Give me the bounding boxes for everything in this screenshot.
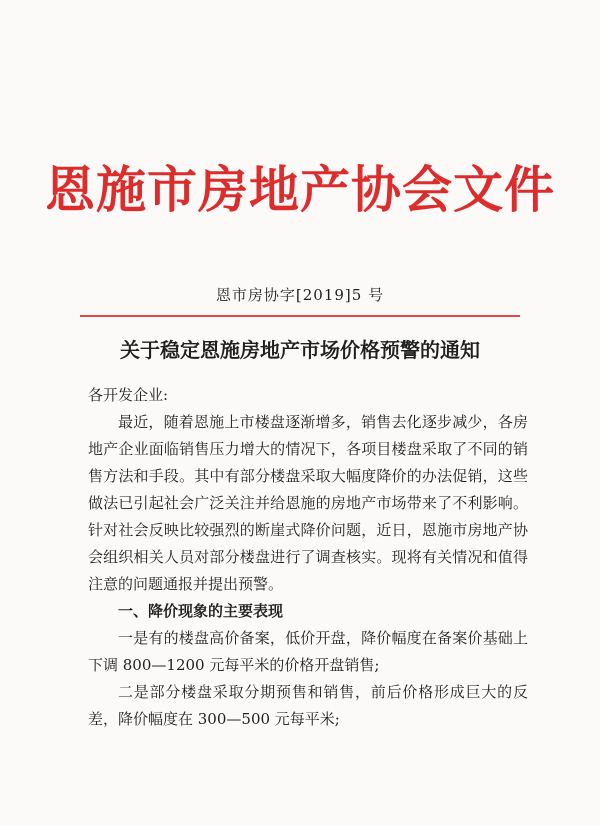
salutation: 各开发企业: xyxy=(88,386,169,404)
list-item: 二是部分楼盘采取分期预售和销售，前后价格形成巨大的反差，降价幅度在 300—500 元每平米; xyxy=(88,683,528,728)
notice-title: 关于稳定恩施房地产市场价格预警的通知 xyxy=(120,338,480,362)
document-number: 恩市房协字[2019]5 号 xyxy=(215,286,385,304)
list-item: 一是有的楼盘高价备案，低价开盘，降价幅度在备案价基础上下调 800—1200 元每平米的价格开盘销售; xyxy=(88,629,528,674)
red-divider-line xyxy=(80,315,520,317)
document-header-title: 恩施市房地产协会文件 xyxy=(45,160,555,219)
intro-paragraph: 最近，随着恩施上市楼盘逐渐增多，销售去化逐步减少，各房地产企业面临销售压力增大的情况下，各项目楼盘采取了不同的销售方法和手段。其中有部分楼盘采取大幅度降价的办法促销，这些做法已引起社会广泛关注并给恩施的房地产市场带来了不利影响。针对社会反映比较强烈的断崖式降价问题，近日，恩施市房地产协会组织相关人员对部分楼盘进行了调查核实。现将有关情况和值得注意的问题通报并提出预警。 xyxy=(88,413,528,593)
section-heading: 一、降价现象的主要表现 xyxy=(118,602,284,620)
document-body xyxy=(88,382,528,733)
